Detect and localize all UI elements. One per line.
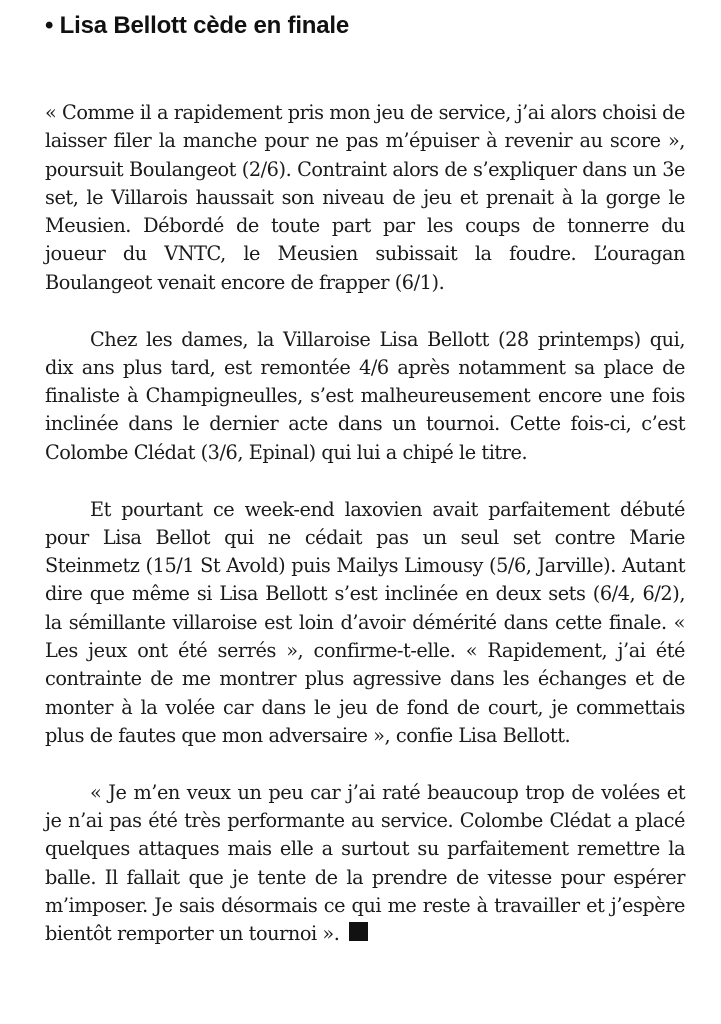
article-body [45,99,685,949]
paragraph-1: « Comme il a rapidement pris mon jeu de service, j’ai alors choisi de laisser filer la manche pour ne pas m’épuiser à revenir au score », poursuit Boulangeot (2/6). Contraint alors de s’expliquer dans un 3e set, le Villarois haussait son niveau de jeu et prenait à la gorge le Meusien. Débordé de toute part par les coups de tonnerre du joueur du VNTC, le Meusien subissait la foudre. L’ouragan Boulangeot venait encore de frapper (6/1). [45,101,685,294]
article [45,0,685,949]
paragraph-4 [45,779,685,949]
paragraph-4-text: « Je m’en veux un peu car j’ai raté beaucoup trop de volées et je n’ai pas été très performante au service. Colombe Clédat a placé quelques attaques mais elle a surtout su parfaitement remettre la balle. Il fallait que je tente de la prendre de vitesse pour espérer m’imposer. Je sais désormais ce qui me reste à travailler et j’espère bientôt remporter un tournoi ». [45,780,685,946]
end-of-article-mark [349,922,368,941]
article-headline: • Lisa Bellott cède en finale [45,12,350,39]
paragraph-3: Et pourtant ce week-end laxovien avait parfaitement débuté pour Lisa Bellot qui ne cédait pas un seul set contre Marie Steinmetz (15/1 St Avold) puis Mailys Limousy (5/6, Jarville). Autant dire que même si Lisa Bellott s’est inclinée en deux sets (6/4, 6/2), la sémillante villaroise est loin d’avoir démérité dans cette finale. « Les jeux ont été serrés », confirme-t-elle. « Rapidement, j’ai été contrainte de me montrer plus agressive dans les échanges et de monter à la volée car dans le jeu de fond de court, je commettais plus de fautes que mon adversaire », confie Lisa Bellott. [45,497,685,747]
paragraph-2: Chez les dames, la Villaroise Lisa Bellott (28 printemps) qui, dix ans plus tard, est remontée 4/6 après notamment sa place de finaliste à Champigneulles, s’est malheureusement encore une fois inclinée dans le dernier acte dans un tournoi. Cette fois-ci, c’est Colombe Clédat (3/6, Epinal) qui lui a chipé le titre. [45,327,685,464]
